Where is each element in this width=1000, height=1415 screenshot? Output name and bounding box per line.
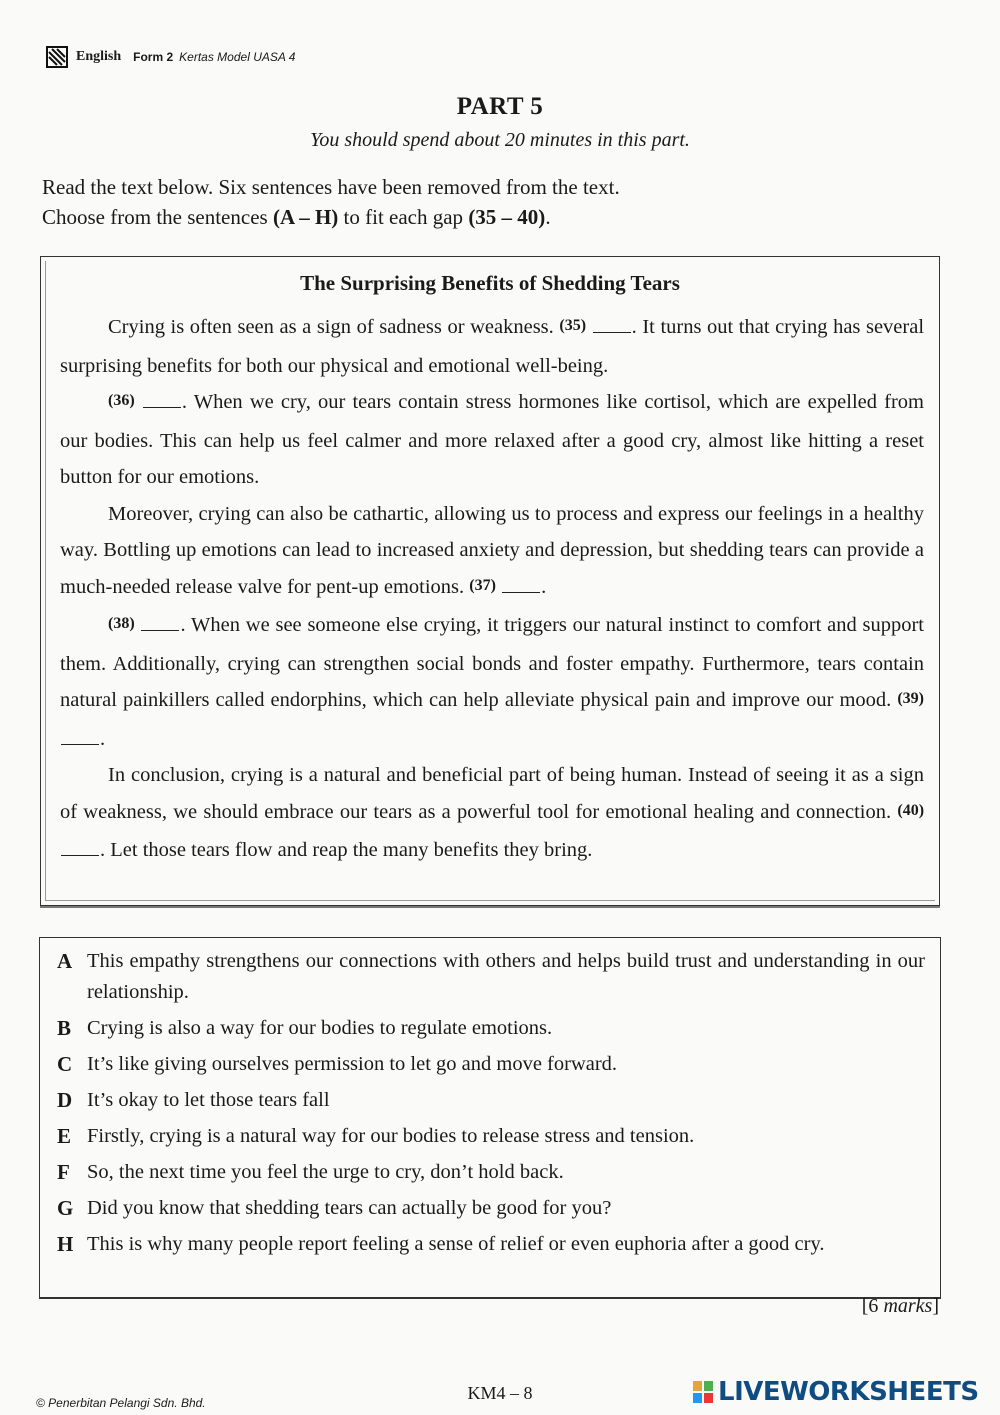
- footer-page-number: KM4 – 8: [467, 1383, 533, 1403]
- gap-36-blank[interactable]: [143, 393, 181, 408]
- part-title: PART 5: [456, 93, 544, 120]
- header-paper: Kertas Model UASA 4: [179, 50, 296, 64]
- option-text: This empathy strengthens our connections with others and helps build trust and understanding in our relationship.: [87, 950, 925, 1003]
- option-text: So, the next time you feel the urge to cry, don’t hold back.: [87, 1161, 564, 1183]
- option-text: Firstly, crying is a natural way for our bodies to release stress and tension.: [87, 1125, 695, 1147]
- paragraph-5: In conclusion, crying is a natural and beneficial part of being human. Instead of seeing it as a sign of weakness, we should embrace our tears as a powerful tool for emotional healing and connection. (40) . Let those tears flow and reap the many benefits they bring.: [60, 764, 925, 861]
- options-list: [57, 946, 925, 1265]
- option-text: It’s like giving ourselves permission to let go and move forward.: [87, 1053, 618, 1075]
- gap-37-label: (37): [469, 576, 496, 594]
- option-h[interactable]: [57, 1229, 925, 1260]
- publisher-logo-icon: [46, 46, 68, 68]
- option-b[interactable]: [57, 1013, 925, 1044]
- option-a[interactable]: [57, 946, 925, 1008]
- gap-38-label: (38): [108, 615, 135, 632]
- footer-copyright: © Penerbitan Pelangi Sdn. Bhd.: [36, 1396, 206, 1410]
- paragraph-1: Crying is often seen as a sign of sadness or weakness. (35) . It turns out that crying has several surprising benefits for both our physical and emotional well-being.: [60, 316, 925, 377]
- gap-40-blank[interactable]: [61, 841, 99, 856]
- header-form: Form 2: [133, 50, 174, 64]
- paragraph-4: (38) . When we see someone else crying, it triggers our natural instinct to comfort and support them. Additionally, crying can strengthen social bonds and foster empathy. Furthermore, tears contain natural painkillers called endorphins, which can help alleviate physical pain and improve our mood. (39) .: [60, 614, 925, 750]
- option-e[interactable]: [57, 1121, 925, 1152]
- instruction-line-1: Read the text below. Six sentences have been removed from the text.: [42, 175, 620, 199]
- gap-39-blank[interactable]: [61, 730, 99, 745]
- option-letter: B: [57, 1016, 72, 1040]
- gap-39-label: (39): [897, 690, 924, 707]
- option-f[interactable]: [57, 1157, 925, 1188]
- option-d[interactable]: [57, 1085, 925, 1116]
- option-letter: H: [57, 1232, 74, 1256]
- header-subject: English: [76, 49, 122, 64]
- article-box: [40, 256, 940, 906]
- liveworksheets-watermark: [692, 1377, 979, 1407]
- liveworksheets-logo-icon: [692, 1380, 714, 1404]
- instruction-line-2: Choose from the sentences (A – H) to fit each gap (35 – 40).: [42, 205, 551, 229]
- option-letter: G: [57, 1196, 74, 1220]
- gap-35-blank[interactable]: [593, 318, 631, 333]
- option-letter: C: [57, 1052, 73, 1076]
- option-c[interactable]: [57, 1049, 925, 1080]
- watermark-text: LIVEWORKSHEETS: [718, 1377, 979, 1407]
- gap-36-label: (36): [108, 392, 135, 409]
- option-letter: E: [57, 1124, 72, 1148]
- option-letter: A: [57, 949, 73, 973]
- gap-37-blank[interactable]: [502, 578, 540, 593]
- paragraph-3: Moreover, crying can also be cathartic, allowing us to process and express our feelings in a healthy way. Bottling up emotions can lead to increased anxiety and depression, but shedding tears can provide a much-needed release valve for pent-up emotions. (37) .: [60, 502, 924, 598]
- paragraph-2: (36) . When we cry, our tears contain stress hormones like cortisol, which are expelled from our bodies. This can help us feel calmer and more relaxed after a good cry, almost like hitting a reset button for our emotions.: [60, 391, 925, 488]
- option-text: It’s okay to let those tears fall: [87, 1089, 330, 1111]
- gap-35-label: (35): [559, 317, 587, 334]
- option-letter: D: [57, 1088, 73, 1112]
- gap-38-blank[interactable]: [141, 616, 179, 631]
- option-text: This is why many people report feeling a sense of relief or even euphoria after a good cry.: [87, 1233, 825, 1255]
- option-text: Did you know that shedding tears can actually be good for you?: [87, 1197, 612, 1219]
- part-subtitle: You should spend about 20 minutes in this part.: [310, 129, 690, 151]
- instructions: [42, 172, 620, 232]
- page-header: [46, 44, 295, 70]
- option-g[interactable]: [57, 1193, 925, 1224]
- option-text: Crying is also a way for our bodies to regulate emotions.: [87, 1017, 553, 1039]
- article-body: [60, 309, 924, 869]
- marks-label: [6 marks]: [861, 1295, 939, 1317]
- gap-40-label: (40): [897, 801, 925, 819]
- options-box: [39, 937, 941, 1299]
- option-letter: F: [57, 1160, 70, 1184]
- article-title: The Surprising Benefits of Shedding Tears: [300, 271, 680, 295]
